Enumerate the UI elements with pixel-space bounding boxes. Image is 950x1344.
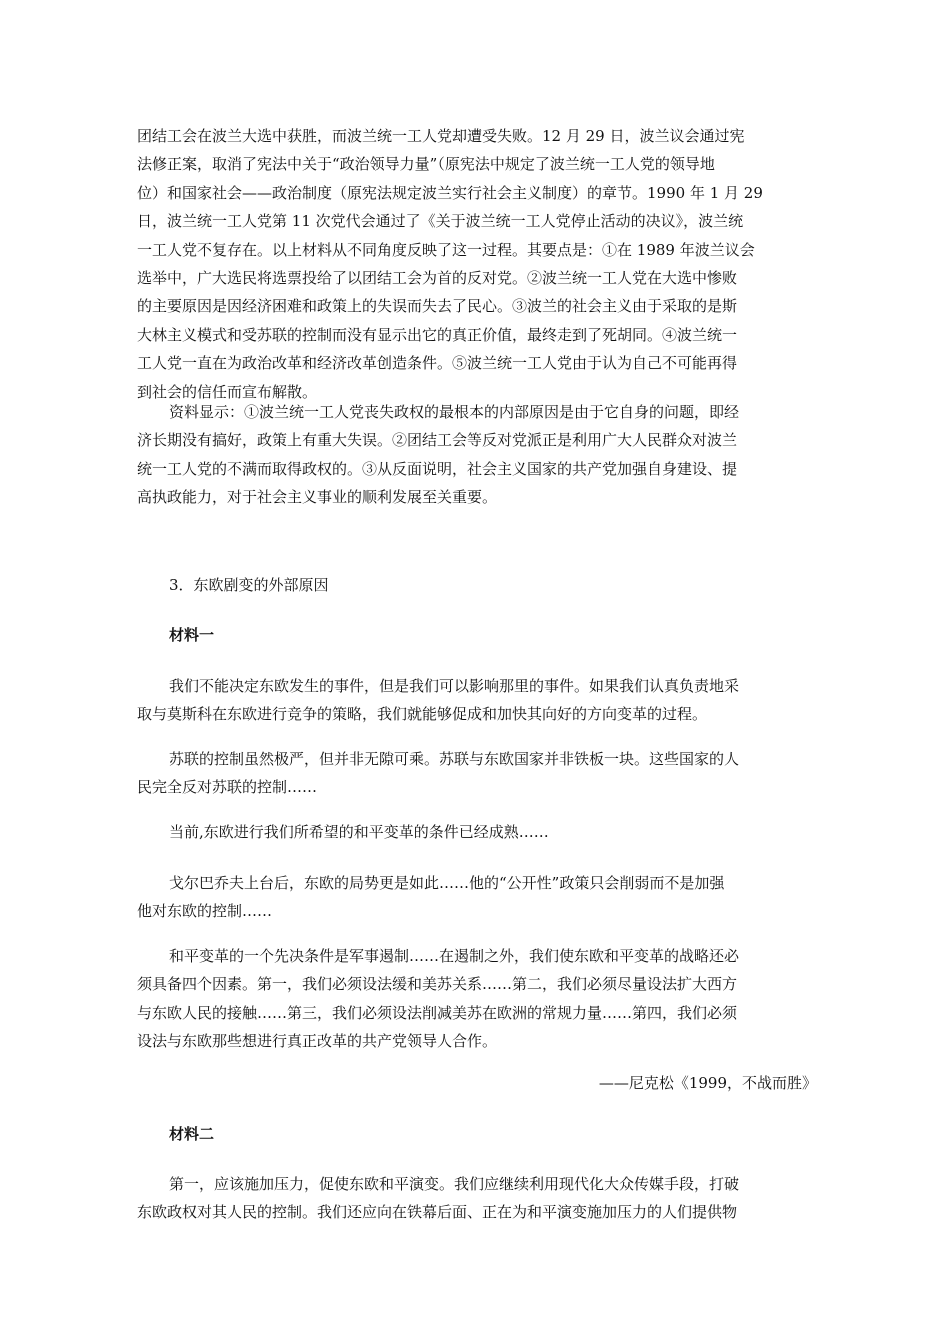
text-line: 的主要原因是因经济困难和政策上的失误而失去了民心。③波兰的社会主义由于采取的是斯 bbox=[137, 297, 738, 316]
text-line: 东欧政权对其人民的控制。我们还应向在铁幕后面、正在为和平演变施加压力的人们提供物 bbox=[137, 1203, 738, 1222]
text-line: 戈尔巴乔夫上台后，东欧的局势更是如此……他的“公开性”政策只会削弱而不是加强 bbox=[169, 874, 725, 892]
resource-paragraph bbox=[137, 398, 817, 512]
text-line: 和平变革的一个先决条件是军事遏制……在遏制之外，我们使东欧和平变革的战略还必 bbox=[169, 947, 740, 965]
material1-source bbox=[137, 1069, 817, 1097]
text-line: 济长期没有搞好，政策上有重大失误。②团结工会等反对党派正是利用广大人民群众对波兰 bbox=[137, 431, 738, 450]
material1-paragraph-5 bbox=[137, 942, 817, 1056]
text-line: 选举中，广大选民将选票投给了以团结工会为首的反对党。②波兰统一工人党在大选中惨败 bbox=[137, 269, 738, 288]
text-line: 我们不能决定东欧发生的事件，但是我们可以影响那里的事件。如果我们认真负责地采 bbox=[169, 677, 740, 695]
text-line: 位）和国家社会——政治制度（原宪法规定波兰实行社会主义制度）的章节。1990 年 1 月 29 bbox=[137, 183, 763, 202]
material1-paragraph-1 bbox=[137, 672, 817, 729]
text-line: 他对东欧的控制…… bbox=[137, 902, 273, 921]
text-line: 日，波兰统一工人党第 11 次党代会通过了《关于波兰统一工人党停止活动的决议》，波兰统 bbox=[137, 212, 744, 231]
text-line: 团结工会在波兰大选中获胜，而波兰统一工人党却遭受失败。12 月 29 日，波兰议会通过宪 bbox=[137, 127, 745, 145]
text-line: 一工人党不复存在。以上材料从不同角度反映了这一过程。其要点是：①在 1989 年波兰议会 bbox=[137, 240, 755, 259]
material1-label bbox=[137, 621, 817, 649]
text-line: 法修正案，取消了宪法中关于“政治领导力量”（原宪法中规定了波兰统一工人党的领导地 bbox=[137, 155, 715, 174]
text-line: 苏联的控制虽然极严，但并非无隙可乘。苏联与东欧国家并非铁板一块。这些国家的人 bbox=[169, 750, 740, 768]
intro-paragraph bbox=[137, 122, 817, 406]
label-text: 材料二 bbox=[169, 1125, 215, 1143]
text-line: 须具备四个因素。第一，我们必须设法缓和美苏关系……第二，我们必须尽量设法扩大西方 bbox=[137, 975, 738, 994]
material1-paragraph-4 bbox=[137, 869, 817, 926]
text-line: 当前,东欧进行我们所希望的和平变革的条件已经成熟…… bbox=[169, 823, 549, 841]
text-line: 与东欧人民的接触……第三，我们必须设法削减美苏在欧洲的常规力量……第四，我们必须 bbox=[137, 1003, 738, 1022]
text-line: 统一工人党的不满而取得政权的。③从反面说明，社会主义国家的共产党加强自身建设、提 bbox=[137, 459, 738, 478]
text-line: 民完全反对苏联的控制…… bbox=[137, 778, 318, 797]
text-line: 第一，应该施加压力，促使东欧和平演变。我们应继续利用现代化大众传媒手段，打破 bbox=[169, 1175, 740, 1193]
source-citation: ——尼克松《1999，不战而胜》 bbox=[598, 1074, 817, 1092]
text-line: 设法与东欧那些想进行真正改革的共产党领导人合作。 bbox=[137, 1032, 498, 1051]
heading-text: 3．东欧剧变的外部原因 bbox=[169, 576, 329, 594]
text-line: 取与莫斯科在东欧进行竞争的策略，我们就能够促成和加快其向好的方向变革的过程。 bbox=[137, 705, 708, 724]
text-line: 资料显示：①波兰统一工人党丧失政权的最根本的内部原因是由于它自身的问题，即经 bbox=[169, 403, 740, 421]
material2-label bbox=[137, 1120, 817, 1148]
text-line: 高执政能力，对于社会主义事业的顺利发展至关重要。 bbox=[137, 488, 498, 507]
material2-paragraph-1 bbox=[137, 1170, 817, 1227]
text-line: 工人党一直在为政治改革和经济改革创造条件。⑤波兰统一工人党由于认为自己不可能再得 bbox=[137, 354, 738, 373]
section-heading bbox=[137, 571, 817, 599]
label-text: 材料一 bbox=[169, 626, 215, 644]
text-line: 到社会的信任而宣布解散。 bbox=[137, 382, 318, 401]
material1-paragraph-3 bbox=[137, 818, 817, 846]
text-line: 大林主义模式和受苏联的控制而没有显示出它的真正价值，最终走到了死胡同。④波兰统一 bbox=[137, 325, 738, 344]
material1-paragraph-2 bbox=[137, 745, 817, 802]
